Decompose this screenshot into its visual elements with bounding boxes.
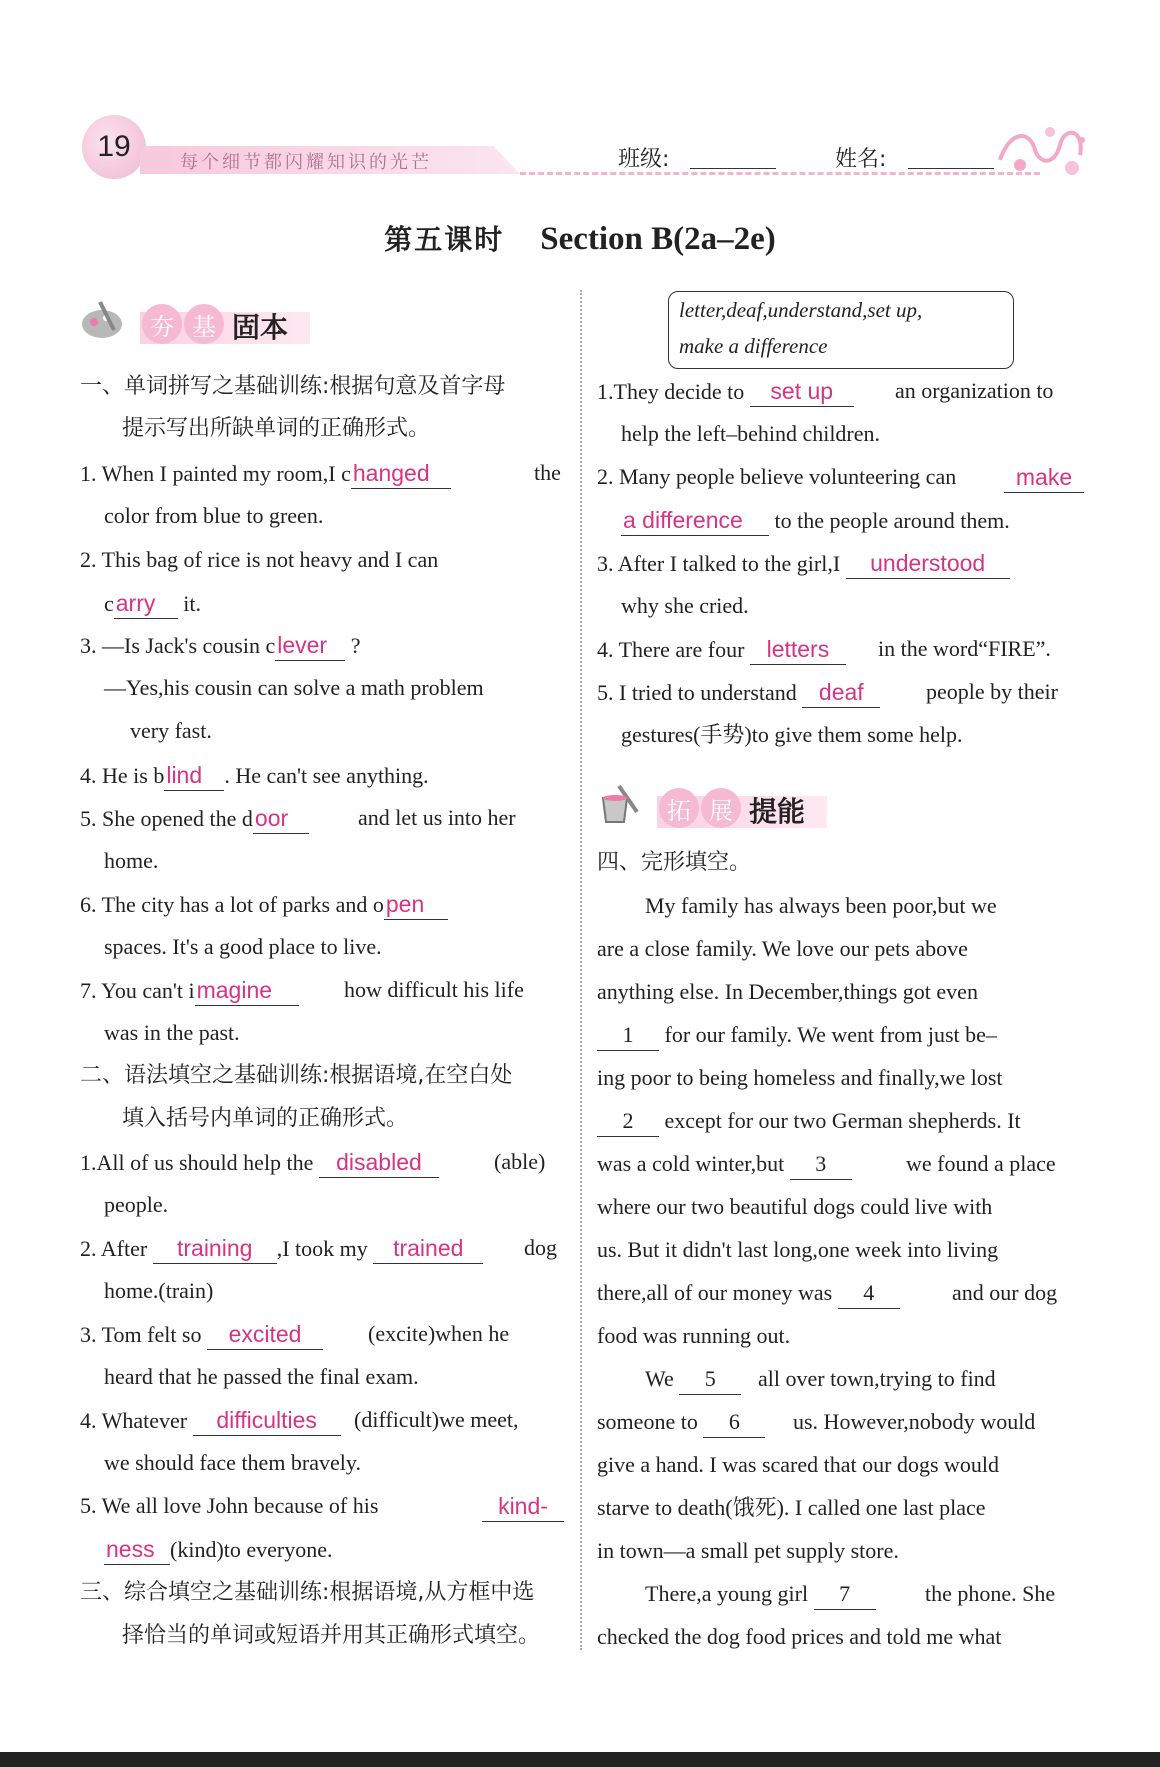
answer: a difference (621, 505, 769, 536)
answer: excited (207, 1319, 323, 1350)
cloze-blank: 1 (597, 1020, 659, 1051)
column-divider (580, 290, 582, 1650)
question-text: was in the past. (104, 1020, 240, 1045)
instruction: 一、单词拼写之基础训练:根据句意及首字母 (80, 374, 506, 399)
question (80, 975, 299, 1006)
question-text: . He can't see anything. (224, 763, 429, 788)
question (597, 376, 854, 407)
answer: letters (750, 634, 846, 665)
passage-text: us. However,nobody would (793, 1409, 1036, 1434)
question-text: in the word“FIRE”. (878, 636, 1051, 661)
question (80, 760, 429, 791)
question-text: we should face them bravely. (104, 1450, 361, 1475)
question-text: help the left–behind children. (621, 421, 881, 446)
answer: disabled (319, 1147, 439, 1178)
palette-icon (80, 300, 124, 340)
question-text: 5. I tried to understand (597, 680, 797, 705)
question-text: 6. The city has a lot of parks and o (80, 892, 384, 917)
question-text: 4. He is b (80, 763, 165, 788)
question-text: ,I took my (276, 1236, 368, 1261)
question-text: —Yes,his cousin can solve a math problem (104, 675, 484, 700)
passage-line: checked the dog food prices and told me what (597, 1624, 1002, 1649)
question-text: dog (524, 1235, 557, 1260)
section-header-extend (597, 784, 827, 830)
word-box-line: make a difference (679, 334, 828, 358)
passage-text: there,all of our money was (597, 1280, 833, 1305)
question-text: 2. This bag of rice is not heavy and I can (80, 547, 439, 572)
question (80, 1147, 439, 1178)
question-text: 3. —Is Jack's cousin c (80, 633, 276, 658)
question-text: 4. There are four (597, 637, 745, 662)
passage-line: are a close family. We love our pets above (597, 936, 968, 961)
passage-line (645, 1364, 741, 1395)
question-text: color from blue to green. (104, 503, 324, 528)
question-text: why she cried. (621, 593, 749, 618)
passage-line: ing poor to being homeless and finally,we lost (597, 1065, 1003, 1090)
answer: lind (164, 760, 224, 791)
question-text: 2. After (80, 1236, 148, 1261)
cloze-blank: 2 (597, 1106, 659, 1137)
page-number: 19 (97, 130, 131, 163)
passage-text: and our dog (952, 1280, 1058, 1305)
question-text: 1.They decide to (597, 379, 745, 404)
question (80, 458, 451, 489)
question-text: c (104, 591, 114, 616)
passage-line: where our two beautiful dogs could live with (597, 1194, 993, 1219)
lesson-title (0, 218, 1160, 258)
cloze-blank: 3 (790, 1149, 852, 1180)
question (104, 588, 201, 619)
passage-line (597, 1407, 765, 1438)
passage-text: was a cold winter,but (597, 1151, 785, 1176)
bottom-bar (0, 1752, 1160, 1767)
answer: deaf (802, 677, 880, 708)
question (621, 505, 1010, 536)
passage-text: for our family. We went from just be– (664, 1022, 997, 1047)
question-text: home. (104, 848, 159, 873)
question-text: ? (350, 633, 361, 658)
answer: pen (384, 889, 448, 920)
page-number-badge (82, 115, 146, 179)
instruction: 四、完形填空。 (597, 850, 752, 875)
passage-text: the phone. She (925, 1581, 1056, 1606)
header-dashed-line (520, 172, 1040, 175)
answer-wrap (1004, 462, 1084, 493)
section-header-basics (80, 300, 310, 346)
passage-line: food was running out. (597, 1323, 791, 1348)
question (597, 548, 1010, 579)
question-text: 7. You can't i (80, 978, 195, 1003)
question (80, 1319, 323, 1350)
question (80, 1233, 483, 1264)
answer: understood (846, 548, 1010, 579)
question-text: (difficult)we meet, (354, 1407, 519, 1432)
question (80, 803, 309, 834)
section-heading: 固本 (232, 311, 289, 344)
question-text: (excite)when he (368, 1321, 510, 1346)
badge-circle: 基 (184, 304, 224, 344)
answer: training (153, 1233, 277, 1264)
question-text: very fast. (130, 718, 212, 743)
answer: arry (114, 588, 178, 619)
passage-line (645, 1579, 876, 1610)
question (80, 889, 448, 920)
answer: ness (104, 1534, 170, 1565)
question-text: to the people around them. (774, 508, 1010, 533)
question-text: 1.All of us should help the (80, 1150, 314, 1175)
answer: set up (750, 376, 854, 407)
answer: oor (253, 803, 309, 834)
passage-text: all over town,trying to find (758, 1366, 996, 1391)
instruction: 填入括号内单词的正确形式。 (122, 1106, 409, 1131)
passage-text: except for our two German shepherds. It (664, 1108, 1021, 1133)
passage-line: My family has always been poor,but we (645, 893, 997, 918)
answer: lever (275, 630, 345, 661)
passage-line (597, 1106, 1021, 1137)
passage-line: anything else. In December,things got even (597, 979, 978, 1004)
answer: magine (195, 975, 299, 1006)
question-text: how difficult his life (344, 977, 524, 1002)
cloze-blank: 7 (814, 1579, 876, 1610)
question-text: 5. She opened the d (80, 806, 253, 831)
badge-circle: 拓 (659, 788, 699, 828)
question-text: 3. After I talked to the girl,I (597, 551, 841, 576)
question-text: (kind)to everyone. (170, 1537, 333, 1562)
instruction: 三、综合填空之基础训练:根据语境,从方框中选 (80, 1580, 535, 1605)
question-text: the (534, 460, 561, 485)
passage-line: give a hand. I was scared that our dogs would (597, 1452, 1000, 1477)
passage-text: someone to (597, 1409, 698, 1434)
question (104, 1534, 333, 1565)
class-label: 班级: (618, 147, 670, 172)
question (597, 634, 846, 665)
passage-text: we found a place (906, 1151, 1056, 1176)
question-text: it. (183, 591, 201, 616)
flower-ornament-icon (990, 110, 1090, 185)
badge-circle: 展 (701, 788, 741, 828)
instruction: 择恰当的单词或短语并用其正确形式填空。 (122, 1623, 541, 1648)
class-blank (690, 168, 776, 169)
question (597, 677, 880, 708)
word-box-line: letter,deaf,understand,set up, (679, 298, 923, 322)
question-text: gestures(手势)to give them some help. (621, 722, 963, 747)
passage-line: starve to death(饿死). I called one last place (597, 1495, 986, 1520)
passage-text: There,a young girl (645, 1581, 809, 1606)
answer: hanged (351, 458, 451, 489)
question-text: 2. Many people believe volunteering can (597, 464, 957, 489)
cloze-blank: 4 (838, 1278, 900, 1309)
instruction: 二、语法填空之基础训练:根据语境,在空白处 (80, 1063, 513, 1088)
question-text: spaces. It's a good place to live. (104, 934, 382, 959)
passage-line (597, 1149, 852, 1180)
lesson-title-cn: 第五课时 (384, 223, 505, 256)
section-heading: 提能 (749, 795, 806, 828)
question (80, 1405, 341, 1436)
passage-line: us. But it didn't last long,one week into living (597, 1237, 999, 1262)
word-box (668, 291, 1014, 369)
question-text: 3. Tom felt so (80, 1322, 202, 1347)
lesson-title-en: Section B(2a–2e) (540, 221, 776, 257)
name-blank (908, 168, 994, 169)
slogan: 每个细节都闪耀知识的光芒 (180, 152, 432, 173)
passage-text: We (645, 1366, 674, 1391)
question-text: heard that he passed the final exam. (104, 1364, 419, 1389)
name-label: 姓名: (835, 147, 887, 172)
answer-wrap (482, 1491, 564, 1522)
passage-line (597, 1020, 997, 1051)
question-text: 5. We all love John because of his (80, 1493, 379, 1518)
question (80, 630, 360, 661)
answer: difficulties (193, 1405, 341, 1436)
question-text: (able) (494, 1149, 546, 1174)
answer: kind- (482, 1491, 564, 1522)
cloze-blank: 6 (703, 1407, 765, 1438)
question-text: home.(train) (104, 1278, 214, 1303)
cloze-blank: 5 (679, 1364, 741, 1395)
passage-line: in town—a small pet supply store. (597, 1538, 899, 1563)
paint-bucket-icon (597, 784, 641, 824)
badge-circle: 夯 (142, 304, 182, 344)
answer: make (1004, 462, 1084, 493)
question-text: people by their (926, 679, 1058, 704)
question-text: people. (104, 1192, 169, 1217)
question-text: an organization to (895, 378, 1054, 403)
question-text: and let us into her (358, 805, 516, 830)
question-text: 1. When I painted my room,I c (80, 461, 351, 486)
answer: trained (373, 1233, 483, 1264)
question-text: 4. Whatever (80, 1408, 188, 1433)
instruction: 提示写出所缺单词的正确形式。 (122, 416, 431, 441)
passage-line (597, 1278, 900, 1309)
